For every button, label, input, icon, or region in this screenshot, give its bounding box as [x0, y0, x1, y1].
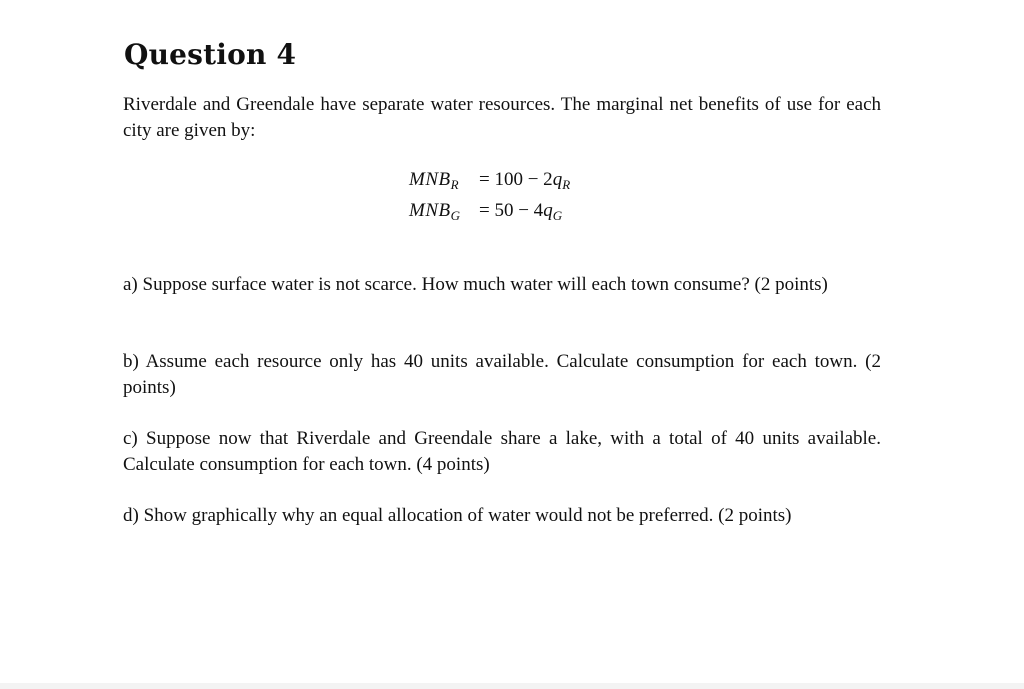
equation-lhs: [409, 195, 479, 231]
intro-paragraph: Riverdale and Greendale have separate water resources. The marginal net benefits of use for each city are given by:: [123, 94, 881, 141]
question-heading: Question 4: [124, 38, 297, 71]
equation-rhs: [479, 195, 562, 231]
equation-lhs-base: MNB: [409, 200, 451, 221]
equation-rhs-variable: q: [543, 200, 553, 221]
equation-greendale: [409, 195, 570, 226]
equation-rhs-variable: q: [552, 169, 563, 190]
question-part-c: c) Suppose now that Riverdale and Greendale share a lake, with a total of 40 units available. Calculate consumption for each town. (4 points): [123, 428, 881, 475]
equation-block: [409, 164, 570, 226]
question-part-b: b) Assume each resource only has 40 units available. Calculate consumption for each town. (2 points): [123, 351, 881, 398]
equation-rhs-subscript: G: [552, 208, 563, 223]
equation-riverdale: [409, 164, 570, 195]
equation-rhs-subscript: R: [562, 177, 571, 192]
equation-lhs-subscript: R: [450, 177, 460, 192]
question-part-d: d) Show graphically why an equal allocation of water would not be preferred. (2 points): [123, 505, 792, 526]
equation-lhs-base: MNB: [409, 169, 451, 190]
bottom-divider: [0, 683, 1024, 689]
question-part-a: a) Suppose surface water is not scarce. How much water will each town consume? (2 points): [123, 274, 828, 295]
equation-lhs-subscript: G: [450, 208, 461, 223]
equation-rhs-prefix: = 100 − 2: [479, 169, 553, 190]
equation-rhs-prefix: = 50 − 4: [479, 200, 544, 221]
